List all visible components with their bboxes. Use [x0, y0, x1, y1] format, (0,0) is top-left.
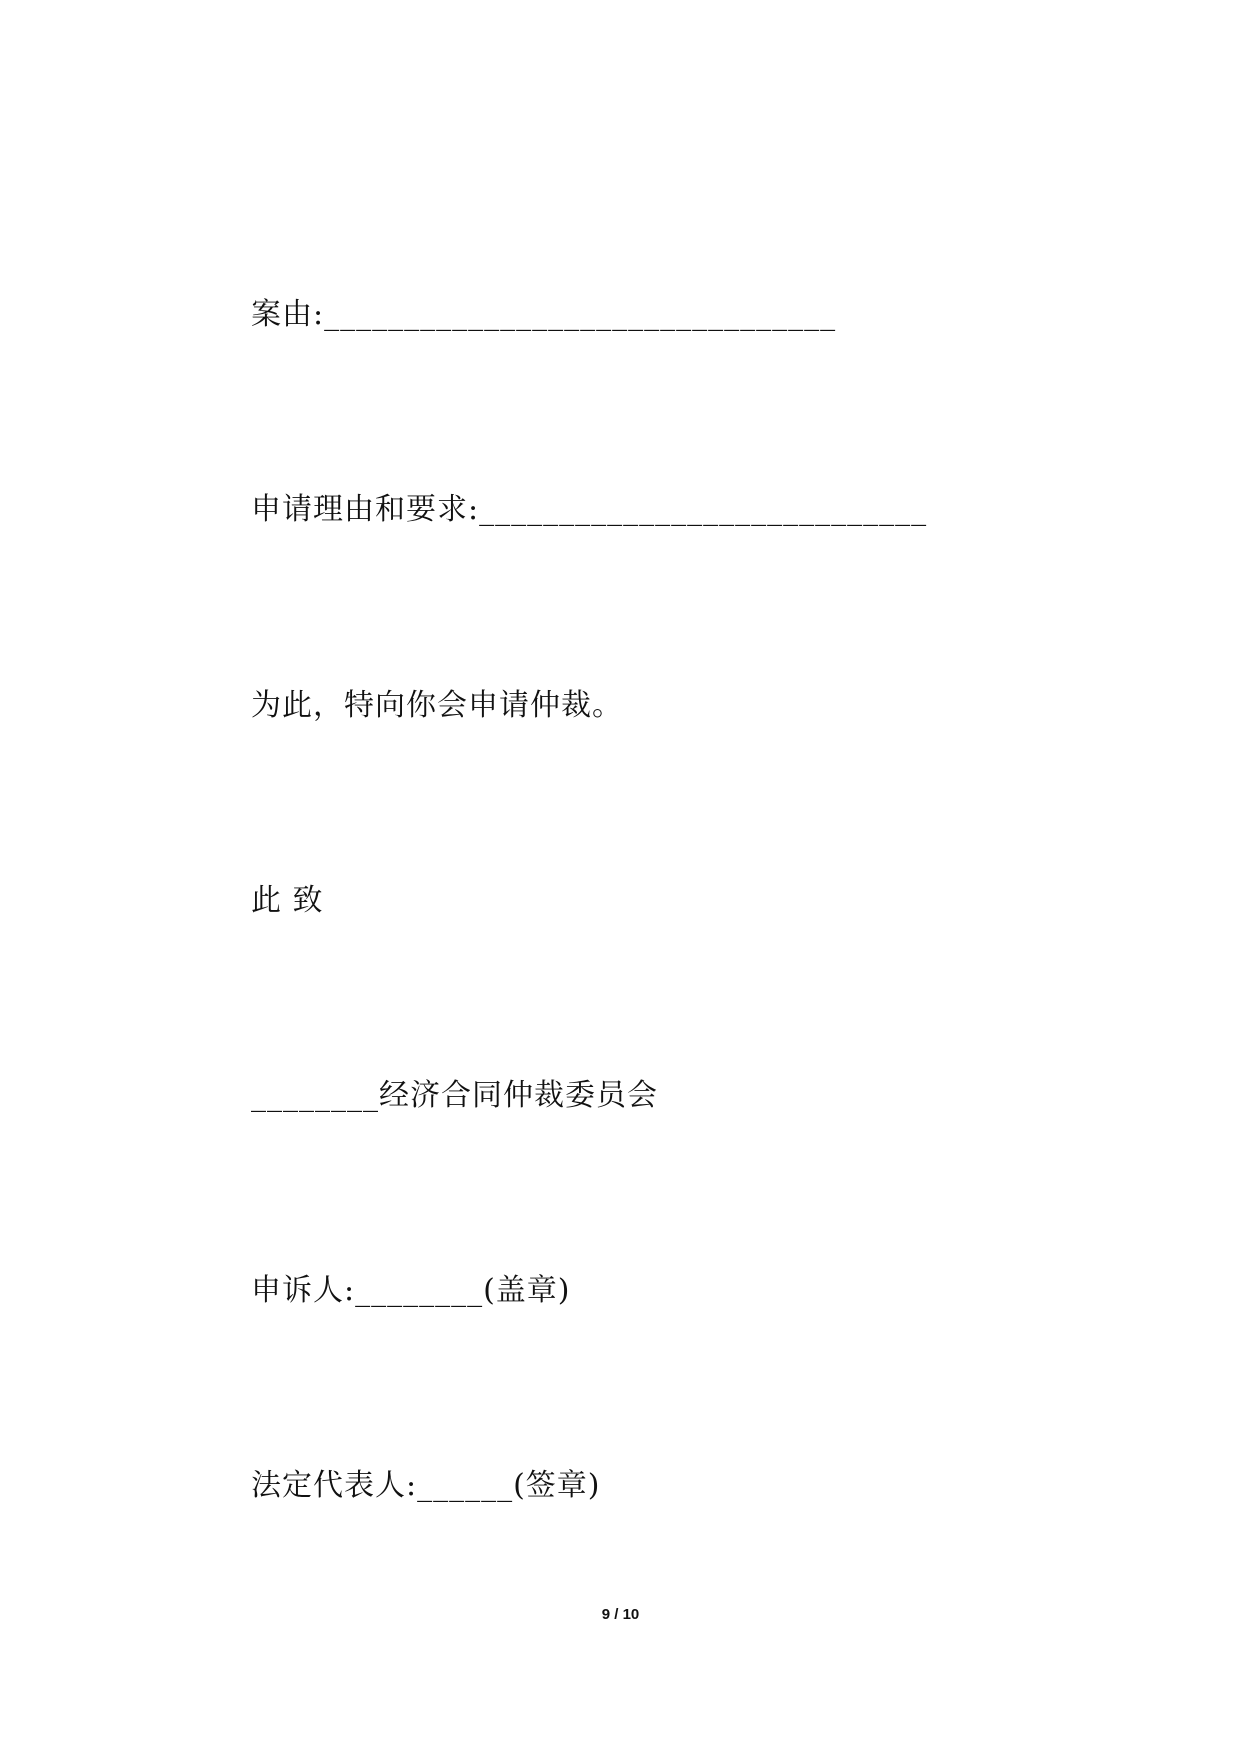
- salutation-line: 此 致: [251, 883, 324, 918]
- arbitration-request-sentence: 为此，特向你会申请仲裁。: [251, 688, 623, 723]
- legal-representative-line: 法定代表人:______(签章): [251, 1468, 601, 1503]
- page-number: 9 / 10: [601, 1606, 640, 1623]
- reason-and-request-line: 申请理由和要求:____________________________: [251, 492, 928, 527]
- case-cause-line: 案由:________________________________: [251, 297, 837, 332]
- appellant-line: 申诉人:________(盖章): [251, 1273, 571, 1308]
- committee-line: ________经济合同仲裁委员会: [251, 1078, 658, 1113]
